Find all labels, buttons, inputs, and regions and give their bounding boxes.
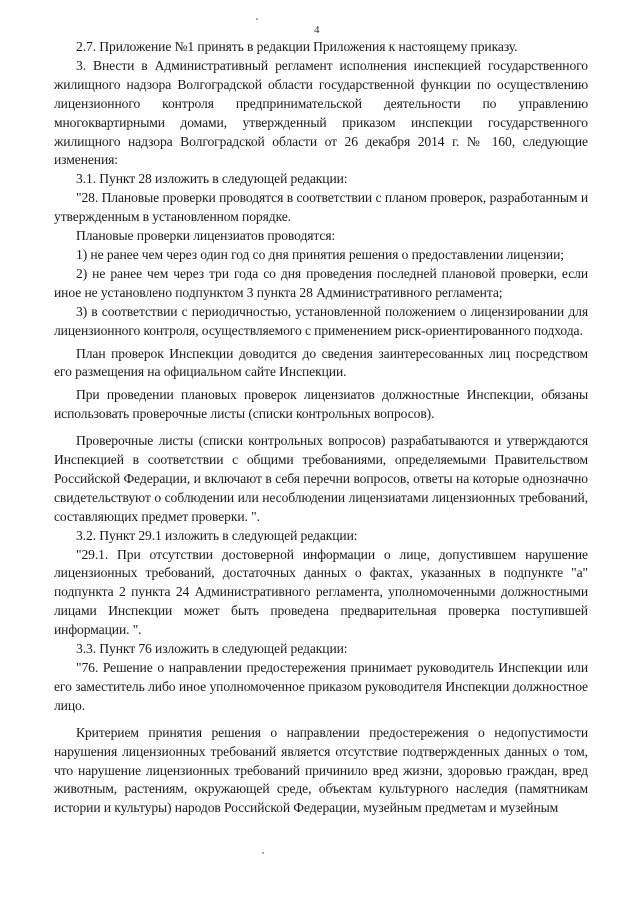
paragraph-29-1: "29.1. При отсутствии достоверной информации о лице, допустившем нарушение лицензионных требований, достаточных данных о фактах, указанных в подпункте "а" подпункта 2 пункта 24 Административного регламента, уполномоченными должностными лицами Инспекции может быть проведена предварительная проверка поступившей информации. ". [54, 546, 588, 638]
paragraph-checklists: Проверочные листы (списки контрольных вопросов) разрабатываются и утверждаются Инспекцией в соответствии с общими требованиями, определяемыми Правительством Российской Федерации, и включают в себя перечни вопросов, ответы на которые однозначно свидетельствуют о соблюдении или несоблюдении лицензиатами лицензионных требований, составляющих предмет проверки. ". [54, 433, 588, 524]
paragraph-3: 3. Внести в Административный регламент исполнения инспекцией государственного жилищного надзора Волгоградской области государственной функции по осуществлению лицензионного контроля предпринимательской деятельности по управлению многоквартирными домами, утвержденный приказом инспекции государственного жилищного надзора Волгоградской области от 26 декабря 2014 г. № 160, следующие изменения: [54, 57, 588, 168]
document-body [54, 38, 588, 818]
paragraph-planned-checks: Плановые проверки лицензиатов проводятся: [76, 228, 336, 244]
paragraph-criterion: Критерием принятия решения о направлении предостережения о недопустимости нарушения лицензионных требований является отсутствие подтвержденных данных о том, что нарушение лицензионных требований причинило вред жизни, здоровью граждан, вред животным, растениям, окружающей среде, объектам культурного наследия (памятникам истории и культуры) народов Российской Федерации, музейным предметам и музейным [54, 724, 588, 816]
paragraph-3-2: 3.2. Пункт 29.1 изложить в следующей редакции: [76, 527, 358, 543]
paragraph-28: "28. Плановые проверки проводятся в соответствии с планом проверок, разработанным и утвержденным в установленном порядке. [54, 190, 588, 225]
scan-speck [262, 852, 264, 854]
paragraph-3-3: 3.3. Пункт 76 изложить в следующей редакции: [76, 641, 348, 657]
scan-speck [256, 18, 258, 20]
paragraph-2-7: 2.7. Приложение №1 принять в редакции Приложения к настоящему приказу. [76, 39, 518, 54]
paragraph-3-1: 3.1. Пункт 28 изложить в следующей редакции: [76, 171, 348, 187]
paragraph-76: "76. Решение о направлении предостережения принимает руководитель Инспекции или его заместитель либо иное уполномоченное приказом руководителя Инспекции должностное лицо. [54, 660, 588, 713]
list-item-1: 1) не ранее чем через один год со дня принятия решения о предоставлении лицензии; [76, 246, 564, 262]
list-item-3: 3) в соответствии с периодичностью, установленной положением о лицензировании для лицензионного контроля, осуществляемого с применением риск-ориентированного подхода. [54, 303, 588, 338]
paragraph-plan: План проверок Инспекции доводится до сведения заинтересованных лиц посредством его размещения на официальном сайте Инспекции. [54, 345, 588, 380]
paragraph-checklists-use: При проведении плановых проверок лицензиатов должностные Инспекции, обязаны использовать проверочные листы (списки контрольных вопросов). [54, 387, 588, 422]
page-number: 4 [314, 24, 320, 36]
list-item-2: 2) не ранее чем через три года со дня проведения последней плановой проверки, если иное не установлено подпунктом 3 пункта 28 Административного регламента; [54, 265, 588, 300]
